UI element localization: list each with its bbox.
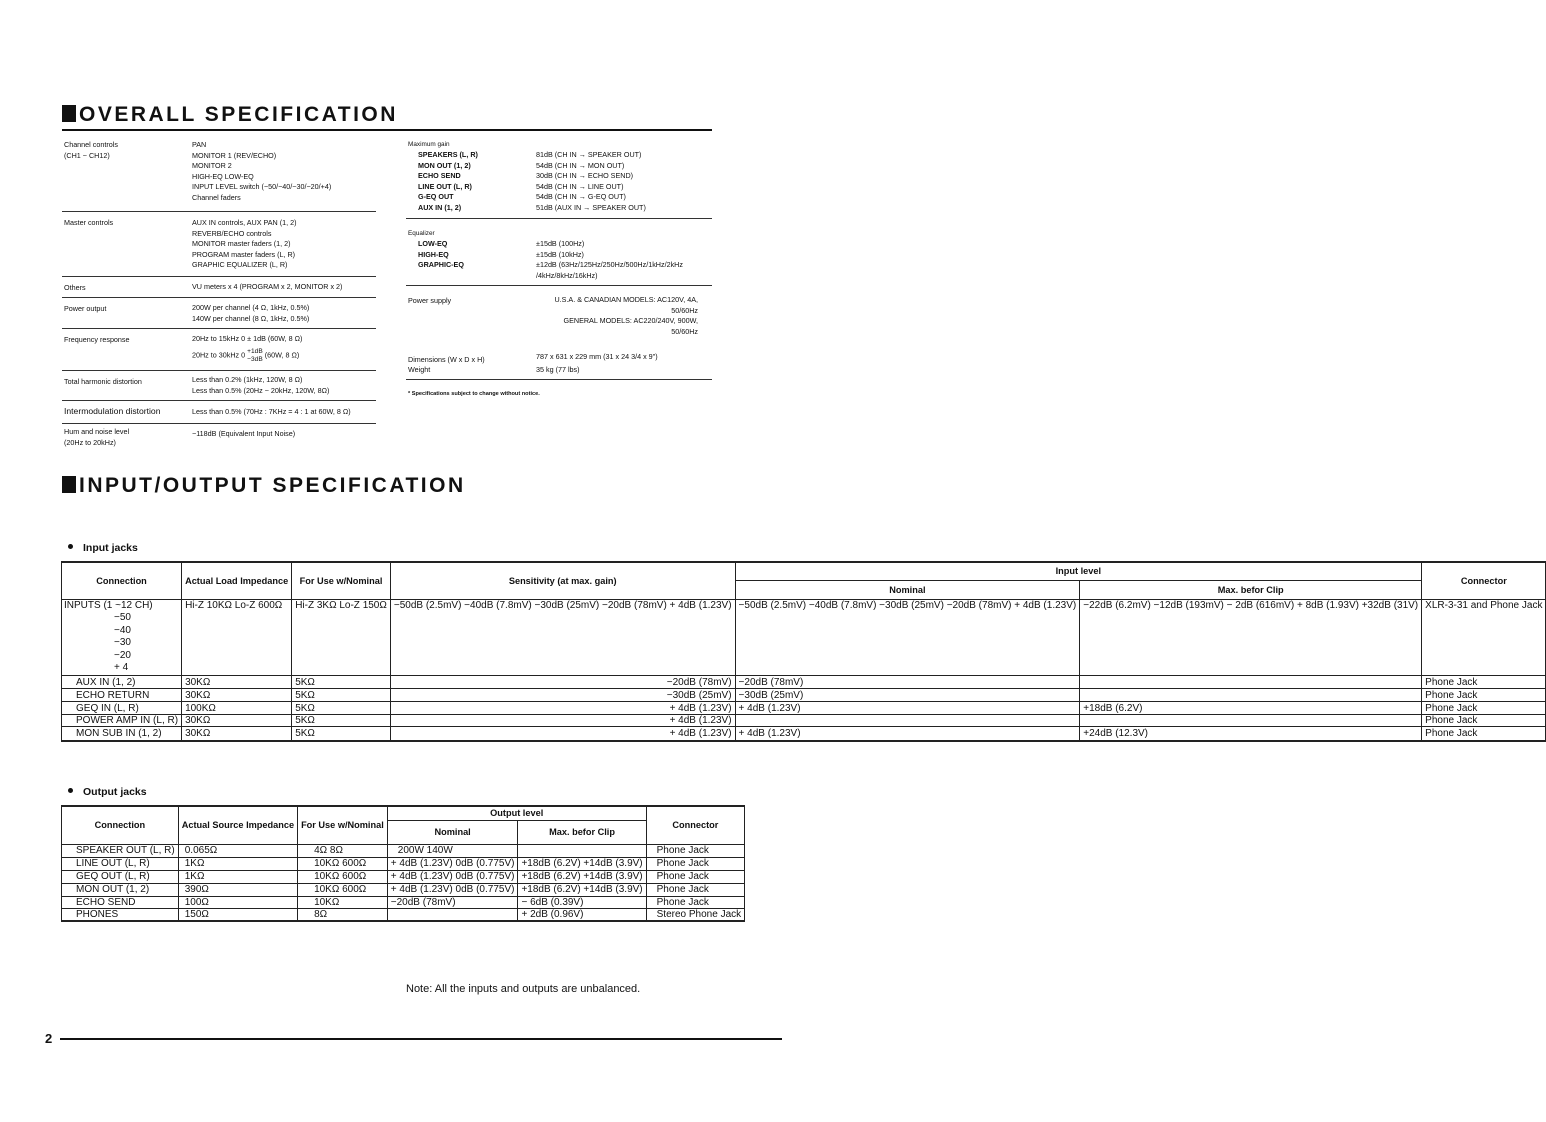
- col-output-level: Output level: [387, 806, 646, 820]
- cell-nominal: + 4dB (1.23V): [735, 702, 1080, 715]
- spec-value: 20Hz to 15kHz 0 ± 1dB (60W, 8 Ω): [192, 334, 303, 343]
- cell-connector: Phone Jack: [1422, 702, 1546, 715]
- cell-nominal: −20dB (78mV): [735, 676, 1080, 689]
- cell-connection: SPEAKER OUT (L, R): [62, 844, 179, 857]
- cell-max-clip: +24dB (12.3V): [1080, 727, 1422, 741]
- dimensions-label: Dimensions (W x D x H): [408, 355, 485, 364]
- spec-label: Hum and noise level (20Hz to 20kHz): [64, 427, 130, 447]
- cell-nominal: [387, 908, 518, 921]
- col-connection: Connection: [62, 806, 179, 844]
- cell-nominal-use: 5KΩ: [292, 689, 391, 702]
- cell-sensitivity: −20dB (78mV): [390, 676, 735, 689]
- table-row: [62, 676, 1546, 689]
- weight-value: 35 kg (77 lbs): [536, 365, 580, 374]
- spec-row-thd: [62, 371, 376, 401]
- unbalanced-note: Note: All the inputs and outputs are unbalanced.: [406, 983, 641, 995]
- spec-value: U.S.A. & CANADIAN MODELS: AC120V, 4A, 50/60Hz GENERAL MODELS: AC220/240V, 900W, 50/60Hz: [554, 295, 698, 336]
- equalizer-item: LOW-EQ ±15dB (100Hz): [418, 239, 585, 248]
- cell-connector: Phone Jack: [1422, 676, 1546, 689]
- col-nominal: Nominal: [735, 580, 1080, 599]
- cell-impedance: 30KΩ: [182, 727, 292, 741]
- cell-sensitivity: −50dB (2.5mV) −40dB (7.8mV) −30dB (25mV) −20dB (78mV) + 4dB (1.23V): [390, 599, 735, 676]
- cell-max-clip: [1080, 676, 1422, 689]
- cell-impedance: 1KΩ: [178, 870, 297, 883]
- spec-row-maximum-gain: [406, 138, 712, 219]
- cell-impedance: 150Ω: [178, 908, 297, 921]
- cell-connection: POWER AMP IN (L, R): [62, 715, 182, 727]
- cell-connection: PHONES: [62, 908, 179, 921]
- input-jacks-heading: Input jacks: [68, 542, 138, 554]
- output-jacks-table: [61, 805, 745, 922]
- table-row: [62, 896, 745, 908]
- cell-nominal: [735, 715, 1080, 727]
- spec-label: Channel controls (CH1 ~ CH12): [64, 140, 118, 160]
- spec-label: Others: [64, 283, 86, 292]
- cell-connector: XLR-3-31 and Phone Jack: [1422, 599, 1546, 676]
- cell-nominal: 200W 140W: [387, 844, 518, 857]
- cell-nominal: + 4dB (1.23V): [735, 727, 1080, 741]
- equalizer-item: GRAPHIC-EQ ±12dB (63Hz/125Hz/250Hz/500Hz/1kHz/2kHz /4kHz/8kHz/16kHz): [418, 260, 683, 280]
- col-max-clip: Max. befor Clip: [1080, 580, 1422, 599]
- table-row: [62, 857, 745, 870]
- spec-label: Master controls: [64, 218, 114, 227]
- cell-nominal: + 4dB (1.23V) 0dB (0.775V): [387, 883, 518, 896]
- equalizer-list: [418, 239, 708, 282]
- spec-row-power-supply: [406, 286, 712, 380]
- col-input-level: Input level: [735, 562, 1422, 580]
- cell-nominal: −30dB (25mV): [735, 689, 1080, 702]
- spec-row-power-output: [62, 298, 376, 329]
- table-row: [62, 702, 1546, 715]
- col-nominal: Nominal: [387, 820, 518, 844]
- equalizer-title: Equalizer: [408, 230, 435, 237]
- col-connector: Connector: [646, 806, 745, 844]
- max-gain-item: MON OUT (1, 2) 54dB (CH IN → MON OUT): [418, 160, 625, 170]
- weight-label: Weight: [408, 365, 431, 374]
- cell-connection: INPUTS (1 ~12 CH) −50 −40 −30 −20 + 4: [62, 599, 182, 676]
- cell-max-clip: [1080, 715, 1422, 727]
- cell-impedance: 390Ω: [178, 883, 297, 896]
- cell-sensitivity: + 4dB (1.23V): [390, 702, 735, 715]
- spec-row-others: [62, 277, 376, 298]
- spec-row-imd: [62, 401, 376, 424]
- page-number: 2: [45, 1031, 53, 1046]
- cell-nominal: −20dB (78mV): [387, 896, 518, 908]
- cell-nominal-use: Hi-Z 3KΩ Lo-Z 150Ω: [292, 599, 391, 676]
- cell-connection: GEQ OUT (L, R): [62, 870, 179, 883]
- cell-sensitivity: −30dB (25mV): [390, 689, 735, 702]
- cell-max-clip: +18dB (6.2V) +14dB (3.9V): [518, 857, 646, 870]
- footer-rule: [60, 1038, 782, 1040]
- max-gain-item: SPEAKERS (L, R) 81dB (CH IN → SPEAKER OUT): [418, 150, 642, 159]
- overall-spec-left: [62, 138, 376, 448]
- cell-max-clip: − 6dB (0.39V): [518, 896, 646, 908]
- io-spec-title: INPUT/OUTPUT SPECIFICATION: [62, 475, 466, 497]
- cell-nominal: −50dB (2.5mV) −40dB (7.8mV) −30dB (25mV) −20dB (78mV) + 4dB (1.23V): [735, 599, 1080, 676]
- cell-max-clip: +18dB (6.2V) +14dB (3.9V): [518, 870, 646, 883]
- cell-connection: LINE OUT (L, R): [62, 857, 179, 870]
- cell-max-clip: −22dB (6.2mV) −12dB (193mV) − 2dB (616mV) + 8dB (1.93V) +32dB (31V): [1080, 599, 1422, 676]
- spec-row-frequency-response: [62, 329, 376, 371]
- cell-impedance: 0.065Ω: [178, 844, 297, 857]
- cell-max-clip: [1080, 689, 1422, 702]
- cell-connection: AUX IN (1, 2): [62, 676, 182, 689]
- cell-connector: Phone Jack: [646, 883, 745, 896]
- table-row: [62, 883, 745, 896]
- spec-value: VU meters x 4 (PROGRAM x 2, MONITOR x 2): [192, 282, 343, 291]
- cell-nominal-use: 5KΩ: [292, 676, 391, 689]
- spec-label: Total harmonic distortion: [64, 377, 142, 386]
- cell-nominal-use: 8Ω: [298, 908, 388, 921]
- cell-connector: Phone Jack: [1422, 689, 1546, 702]
- col-nominal-use: For Use w/Nominal: [298, 806, 388, 844]
- cell-connection: MON OUT (1, 2): [62, 883, 179, 896]
- col-impedance: Actual Load Impedance: [182, 562, 292, 599]
- cell-nominal-use: 5KΩ: [292, 727, 391, 741]
- max-gain-title: Maximum gain: [408, 141, 450, 148]
- spec-value: AUX IN controls, AUX PAN (1, 2) REVERB/ECHO controls MONITOR master faders (1, 2) PROGRAM master faders (L, R) GRAPHIC EQUALIZER (L, R): [192, 218, 297, 270]
- max-gain-list: [418, 150, 708, 214]
- max-gain-item: G-EQ OUT 54dB (CH IN → G-EQ OUT): [418, 192, 626, 202]
- col-connection: Connection: [62, 562, 182, 599]
- table-row: [62, 908, 745, 921]
- cell-nominal: + 4dB (1.23V) 0dB (0.775V): [387, 870, 518, 883]
- spec-value: Less than 0.2% (1kHz, 120W, 8 Ω) Less than 0.5% (20Hz ~ 20kHz, 120W, 8Ω): [192, 375, 330, 395]
- spec-value: Less than 0.5% (70Hz : 7KHz = 4 : 1 at 60W, 8 Ω): [192, 407, 351, 416]
- cell-connector: Phone Jack: [646, 870, 745, 883]
- col-impedance: Actual Source Impedance: [178, 806, 297, 844]
- spec-value: PAN MONITOR 1 (REV/ECHO) MONITOR 2 HIGH-EQ LOW-EQ INPUT LEVEL switch (−50/−40/−30/−20/+4) Channel faders: [192, 140, 332, 202]
- table-row: [62, 844, 745, 857]
- cell-connector: Phone Jack: [1422, 727, 1546, 741]
- overall-spec-right: [406, 138, 712, 380]
- cell-impedance: Hi-Z 10KΩ Lo-Z 600Ω: [182, 599, 292, 676]
- spec-row-hum-noise: [62, 424, 376, 448]
- title-block-icon: [62, 476, 76, 493]
- output-jacks-heading: Output jacks: [68, 786, 147, 798]
- cell-nominal-use: 5KΩ: [292, 702, 391, 715]
- cell-max-clip: +18dB (6.2V) +14dB (3.9V): [518, 883, 646, 896]
- spec-label: Frequency response: [64, 335, 130, 344]
- cell-sensitivity: + 4dB (1.23V): [390, 727, 735, 741]
- freq-response-line2: 20Hz to 30kHz 0 +1dB −3dB (60W, 8 Ω): [192, 348, 300, 363]
- max-gain-item: LINE OUT (L, R) 54dB (CH IN → LINE OUT): [418, 181, 624, 191]
- table-row: [62, 870, 745, 883]
- dimensions-value: 787 x 631 x 229 mm (31 x 24 3/4 x 9"): [536, 352, 658, 361]
- spec-row-master-controls: [62, 212, 376, 277]
- cell-impedance: 1KΩ: [178, 857, 297, 870]
- cell-max-clip: +18dB (6.2V): [1080, 702, 1422, 715]
- bullet-icon: [68, 788, 73, 793]
- cell-nominal-use: 5KΩ: [292, 715, 391, 727]
- max-gain-item: ECHO SEND 30dB (CH IN → ECHO SEND): [418, 171, 634, 181]
- cell-nominal-use: 10KΩ: [298, 896, 388, 908]
- col-nominal-use: For Use w/Nominal: [292, 562, 391, 599]
- cell-sensitivity: + 4dB (1.23V): [390, 715, 735, 727]
- overall-title-rule: [62, 129, 712, 131]
- col-connector: Connector: [1422, 562, 1546, 599]
- cell-impedance: 100Ω: [178, 896, 297, 908]
- table-row: [62, 727, 1546, 741]
- spec-label: Intermodulation distortion: [64, 406, 161, 416]
- cell-nominal-use: 10KΩ 600Ω: [298, 857, 388, 870]
- bullet-icon: [68, 544, 73, 549]
- table-row: [62, 599, 1546, 676]
- equalizer-item: HIGH-EQ ±15dB (10kHz): [418, 249, 584, 259]
- cell-connection: ECHO RETURN: [62, 689, 182, 702]
- spec-row-channel-controls: [62, 138, 376, 212]
- cell-max-clip: + 2dB (0.96V): [518, 908, 646, 921]
- input-jacks-table: [61, 561, 1546, 742]
- spec-value: 200W per channel (4 Ω, 1kHz, 0.5%) 140W per channel (8 Ω, 1kHz, 0.5%): [192, 303, 310, 323]
- col-sensitivity: Sensitivity (at max. gain): [390, 562, 735, 599]
- spec-row-equalizer: [406, 219, 712, 286]
- cell-connector: Stereo Phone Jack: [646, 908, 745, 921]
- cell-impedance: 30KΩ: [182, 689, 292, 702]
- table-row: [62, 715, 1546, 727]
- cell-connection: MON SUB IN (1, 2): [62, 727, 182, 741]
- cell-connector: Phone Jack: [1422, 715, 1546, 727]
- cell-connection: GEQ IN (L, R): [62, 702, 182, 715]
- cell-nominal-use: 4Ω 8Ω: [298, 844, 388, 857]
- cell-connection: ECHO SEND: [62, 896, 179, 908]
- overall-spec-title: OVERALL SPECIFICATION: [62, 104, 398, 126]
- cell-connector: Phone Jack: [646, 896, 745, 908]
- cell-impedance: 30KΩ: [182, 676, 292, 689]
- spec-change-note: * Specifications subject to change without notice.: [408, 391, 540, 397]
- cell-max-clip: [518, 844, 646, 857]
- cell-connector: Phone Jack: [646, 844, 745, 857]
- spec-value: −118dB (Equivalent Input Noise): [192, 429, 296, 438]
- spec-label: Power output: [64, 304, 107, 313]
- cell-nominal: + 4dB (1.23V) 0dB (0.775V): [387, 857, 518, 870]
- col-max-clip: Max. befor Clip: [518, 820, 646, 844]
- title-block-icon: [62, 105, 76, 122]
- cell-nominal-use: 10KΩ 600Ω: [298, 870, 388, 883]
- cell-impedance: 100KΩ: [182, 702, 292, 715]
- max-gain-item: AUX IN (1, 2) 51dB (AUX IN → SPEAKER OUT): [418, 202, 646, 212]
- spec-label: Power supply: [408, 296, 452, 305]
- table-row: [62, 689, 1546, 702]
- cell-connector: Phone Jack: [646, 857, 745, 870]
- cell-impedance: 30KΩ: [182, 715, 292, 727]
- cell-nominal-use: 10KΩ 600Ω: [298, 883, 388, 896]
